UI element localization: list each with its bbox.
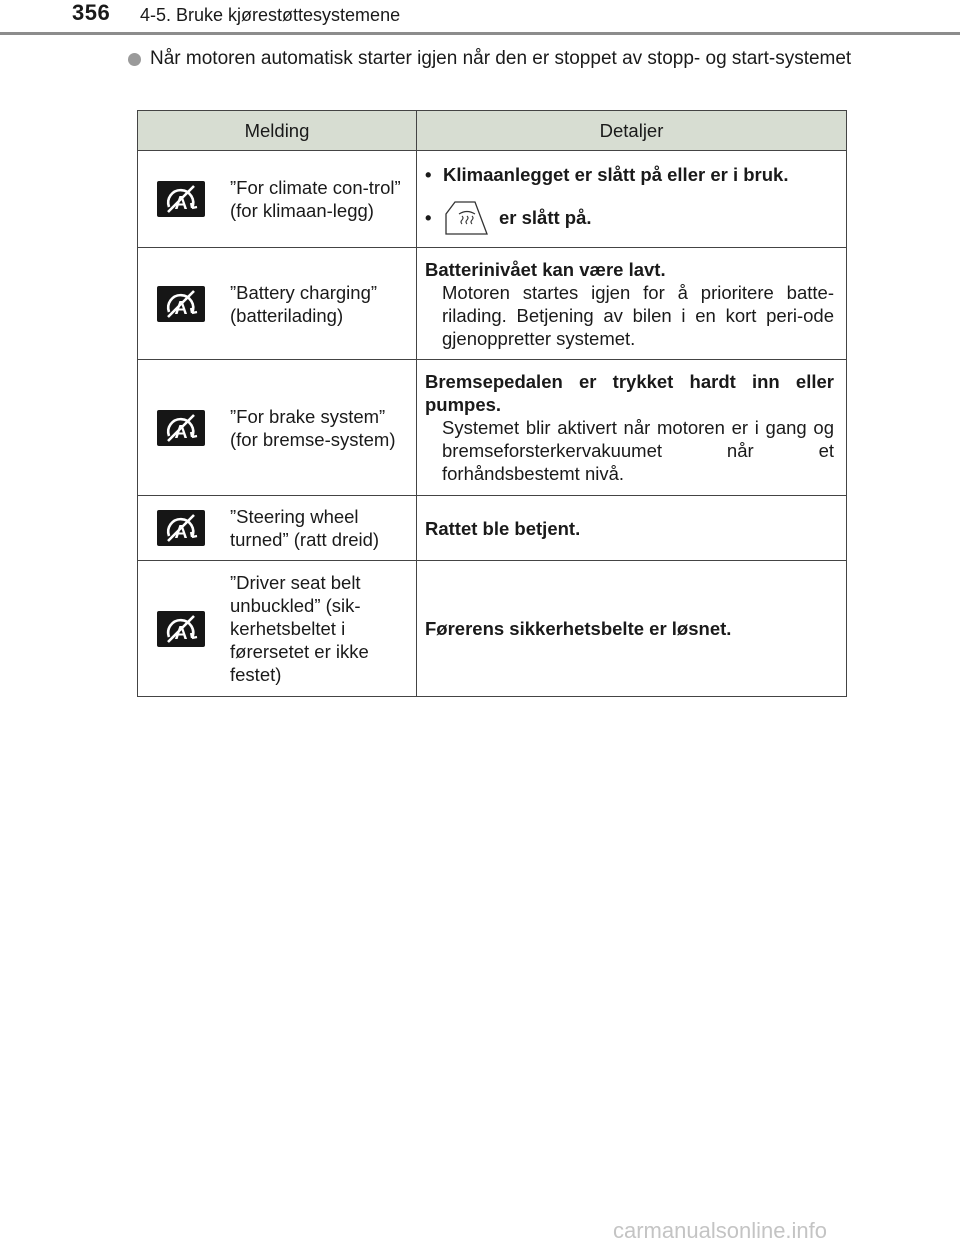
table-row	[138, 248, 847, 360]
list-item	[425, 200, 834, 236]
intro-paragraph	[128, 46, 862, 72]
message-table	[137, 110, 847, 697]
bullet-char: •	[425, 163, 432, 185]
message-text: ”For climate con-trol” (for klimaan-legg)	[230, 177, 401, 221]
table-header-row	[138, 111, 847, 151]
page-number: 356	[72, 0, 111, 25]
table-row	[138, 151, 847, 248]
svg-text:A: A	[174, 297, 188, 318]
message-cell	[138, 360, 417, 496]
header-rule	[0, 32, 960, 35]
detail-heading: Rattet ble betjent.	[425, 517, 581, 539]
auto-start-stop-off-icon	[157, 510, 205, 546]
message-text: ”For brake system” (for bremse-system)	[230, 405, 396, 450]
auto-start-stop-off-icon	[157, 181, 205, 217]
detail-text: Systemet blir aktivert når motoren er i gang og bremseforsterkervakuumet når et forhåndsbestemt nivå.	[442, 417, 834, 484]
auto-start-stop-off-icon	[157, 611, 205, 647]
details-cell	[417, 248, 847, 360]
message-cell	[138, 248, 417, 360]
bullet-char: •	[425, 207, 432, 228]
svg-text:A: A	[174, 193, 188, 213]
auto-start-stop-off-icon	[157, 410, 205, 446]
detail-bullet-text: Klimaanlegget er slått på eller er i bruk.	[443, 163, 789, 185]
detail-text: Motoren startes igjen for å prioritere batte-rilading. Betjening av bilen i en kort peri-ode gjenoppretter systemet.	[442, 281, 834, 349]
details-cell	[417, 151, 847, 248]
detail-bullet-text: er slått på.	[499, 207, 592, 228]
svg-text:A: A	[174, 622, 188, 643]
table-row	[138, 360, 847, 496]
windshield-defogger-icon	[443, 200, 491, 236]
bullet-circle-icon	[128, 53, 141, 66]
svg-text:A: A	[174, 522, 188, 542]
section-title: 4-5. Bruke kjørestøttesystemene	[140, 5, 401, 25]
details-cell	[417, 496, 847, 561]
details-cell	[417, 561, 847, 697]
detail-heading: Bremsepedalen er trykket hardt inn eller pumpes.	[425, 371, 834, 415]
message-cell	[138, 496, 417, 561]
column-header-message: Melding	[138, 111, 417, 151]
detail-heading: Batterinivået kan være lavt.	[425, 258, 666, 280]
message-cell	[138, 561, 417, 697]
message-text: ”Driver seat belt unbuckled” (sik-kerhetsbeltet i førersetet er ikke festet)	[230, 572, 369, 685]
table-row	[138, 496, 847, 561]
auto-start-stop-off-icon	[157, 286, 205, 322]
table-row	[138, 561, 847, 697]
watermark: carmanualsonline.info	[613, 1218, 828, 1243]
list-item	[425, 163, 834, 186]
details-cell	[417, 360, 847, 496]
detail-heading: Førerens sikkerhetsbelte er løsnet.	[425, 618, 732, 639]
message-text: ”Steering wheel turned” (ratt dreid)	[230, 506, 380, 550]
intro-text: Når motoren automatisk starter igjen når den er stoppet av stopp- og start-systemet	[150, 48, 852, 69]
column-header-details: Detaljer	[417, 111, 847, 151]
message-cell	[138, 151, 417, 248]
svg-text:A: A	[174, 421, 188, 442]
message-text: ”Battery charging” (batterilading)	[230, 281, 378, 326]
